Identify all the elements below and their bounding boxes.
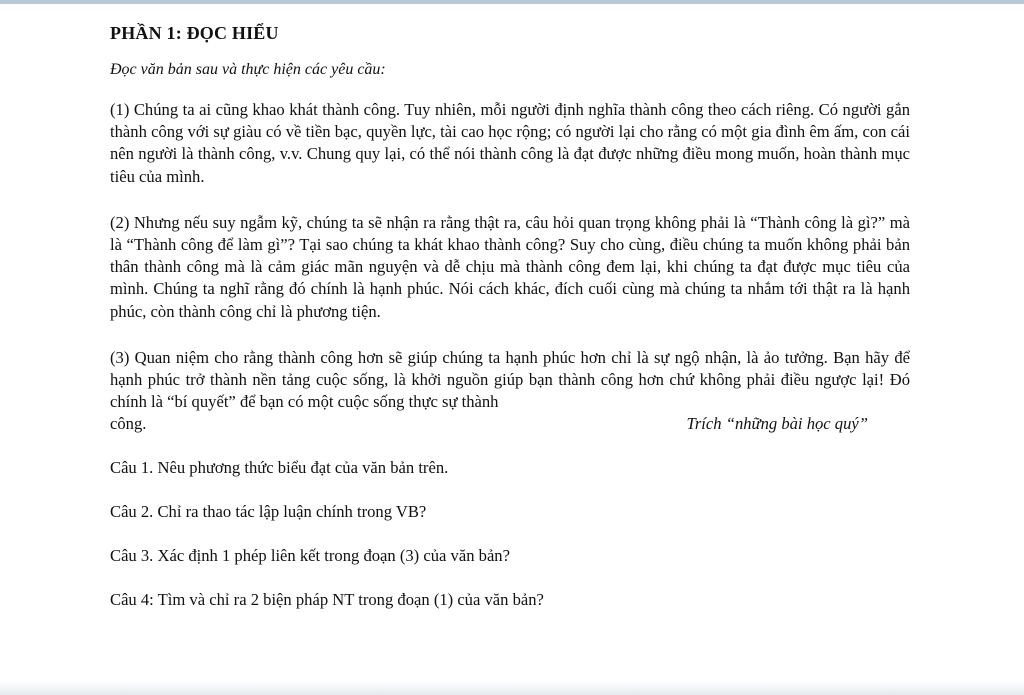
window-bottom-border (0, 681, 1024, 695)
question-list (110, 457, 910, 611)
paragraph-1: (1) Chúng ta ai cũng khao khát thành công. Tuy nhiên, mỗi người định nghĩa thành công theo cách riêng. Có người gắn thành công với sự giàu có về tiền bạc, quyền lực, tài cao học rộng; có người lại cho rằng có một gia đình êm ấm, con cái nên người là thành công, v.v. Chung quy lại, có thể nói thành công là đạt được những điều mong muốn, hoàn thành mục tiêu của mình. (110, 100, 910, 186)
question-4: Câu 4: Tìm và chỉ ra 2 biện pháp NT trong đoạn (1) của văn bản? (110, 589, 544, 609)
paragraph-3: (3) Quan niệm cho rằng thành công hơn sẽ giúp chúng ta hạnh phúc hơn chỉ là sự ngộ nhận, là ảo tưởng. Bạn hãy để hạnh phúc trở thành nền tảng cuộc sống, là khởi nguồn giúp bạn thành công hơn chứ không phải điều ngược lại! Đó chính là “bí quyết” để bạn có một cuộc sống thực sự thành (110, 347, 910, 412)
question-1: Câu 1. Nêu phương thức biểu đạt của văn bản trên. (110, 457, 449, 477)
question-3: Câu 3. Xác định 1 phép liên kết trong đoạn (3) của văn bản? (110, 545, 510, 565)
source-citation: Trích “những bài học quý” (686, 414, 868, 434)
paragraph-3-last-line (110, 413, 910, 435)
instruction-text: Đọc văn bản sau và thực hiện các yêu cầu: (110, 61, 386, 78)
window-top-border (0, 0, 1024, 4)
paragraph-2: (2) Nhưng nếu suy ngẫm kỹ, chúng ta sẽ nhận ra rằng thật ra, câu hỏi quan trọng không phải là “Thành công là gì?” mà là “Thành công để làm gì”? Tại sao chúng ta khát khao thành công? Suy cho cùng, điều chúng ta muốn không phải bản thân thành công mà là cảm giác mãn nguyện và dễ chịu mà thành công đem lại, khi chúng ta đạt được mục tiêu của mình. Chúng ta nghĩ rằng đó chính là hạnh phúc. Nói cách khác, đích cuối cùng mà chúng ta nhắm tới thật ra là hạnh phúc, còn thành công chỉ là phương tiện. (110, 212, 910, 321)
paragraph-3-tail: công. (110, 414, 147, 434)
section-heading: PHẦN 1: ĐỌC HIỂU (110, 23, 279, 43)
question-2: Câu 2. Chỉ ra thao tác lập luận chính trong VB? (110, 501, 427, 521)
document-page (110, 18, 910, 611)
